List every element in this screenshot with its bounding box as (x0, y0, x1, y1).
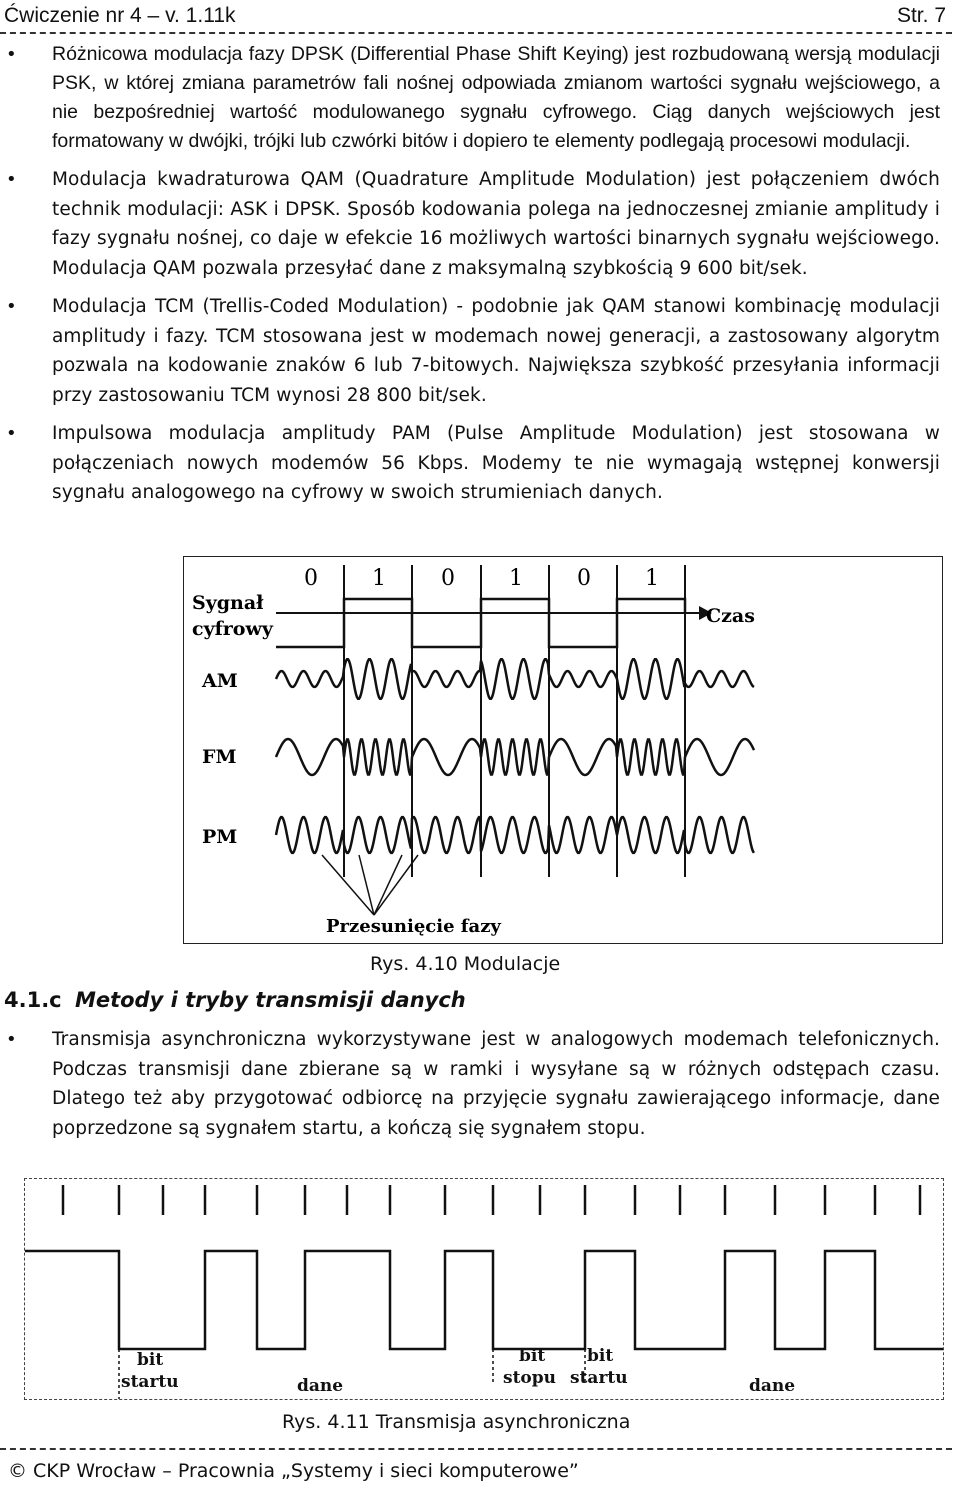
async-diagram (25, 1179, 943, 1399)
clock-ticks (63, 1185, 920, 1215)
section-number: 4.1.c (4, 988, 62, 1012)
modulation-list (0, 40, 960, 517)
page-header (0, 4, 960, 30)
list-item-text: Transmisja asynchroniczna wykorzystywane jest w analogowych modemach telefonicznych. Podczas transmisji dane zbierane są w ramki i wysyłane są w różnych odstępach czasu. Dlatego też aby przygotować odbiorcę na przyjęcie sygnału zawierającego informacje, dane poprzedzone są sygnałem startu, a kończą się sygnałem stopu. (52, 1029, 940, 1139)
phase-shift-pointers (322, 855, 418, 915)
section-heading (4, 988, 466, 1012)
list-item-text: Różnicowa modulacja fazy DPSK (Differential Phase Shift Keying) jest rozbudowaną wersją modulacji PSK, w której zmiana parametrów fali nośnej odpowiada zmianom wartości sygnału wejściowego, a nie bezpośredniej wartość modulowanego sygnału cyfrowego. Ciąg danych wejściowych jest formatowany w dwójki, trójki lub czwórki bitów i dopiero te elementy podlegają procesowi modulacji. (52, 43, 940, 152)
async-figure (24, 1178, 944, 1400)
figure-caption: Rys. 4.10 Modulacje (370, 953, 561, 975)
async-signal (25, 1251, 943, 1349)
stop-bit-label: bit (519, 1346, 546, 1366)
start-bit-label-2: bit (587, 1346, 614, 1366)
fm-wave (276, 739, 754, 775)
list-item-tcm (0, 292, 960, 410)
start-bit-label-2: startu (570, 1368, 628, 1388)
pm-wave (276, 817, 754, 853)
modulation-figure (183, 556, 943, 944)
bit-label: 0 (441, 566, 455, 591)
list-item-async (0, 1025, 960, 1143)
fm-label: FM (202, 746, 237, 768)
time-label: Czas (706, 605, 755, 627)
list-item-text: Modulacja kwadraturowa QAM (Quadrature Amplitude Modulation) jest połączeniem dwóch technik modulacji: ASK i DPSK. Sposób kodowania polega na jednoczesnej zmianie amplitudy i fazy sygnału nośnej, co daje w efekcie 16 możliwych wartości binarnych sygnału wejściowego. Modulacja QAM pozwala przesyłać dane z maksymalną szybkością 9 600 bit/sek. (52, 169, 940, 279)
bit-label: 0 (577, 566, 591, 591)
am-wave (276, 659, 754, 699)
bit-label: 1 (372, 566, 386, 591)
modulation-diagram (184, 557, 942, 943)
header-divider (0, 32, 952, 34)
am-label: AM (202, 670, 238, 692)
digital-signal-label: cyfrowy (192, 618, 273, 640)
page-number: Str. 7 (896, 4, 946, 27)
exercise-title: Ćwiczenie nr 4 – v. 1.11k (4, 4, 236, 27)
stop-bit-label: stopu (503, 1368, 557, 1388)
digital-signal-label: Sygnał (192, 592, 264, 614)
start-bit-label: bit (137, 1350, 164, 1370)
bit-label: 1 (645, 566, 659, 591)
bit-label: 0 (304, 566, 318, 591)
pm-label: PM (202, 826, 238, 848)
list-item-qam (0, 165, 960, 283)
bit-label: 1 (509, 566, 523, 591)
section-title: Metody i tryby transmisji danych (74, 988, 466, 1012)
data-label-2: dane (749, 1376, 796, 1396)
start-bit-label: startu (121, 1372, 179, 1392)
phase-shift-label: Przesunięcie fazy (326, 916, 501, 937)
list-item-dpsk (0, 40, 960, 156)
figure-caption-2: Rys. 4.11 Transmisja asynchroniczna (282, 1411, 631, 1433)
data-label: dane (297, 1376, 344, 1396)
list-item-pam (0, 419, 960, 508)
list-item-text: Impulsowa modulacja amplitudy PAM (Pulse Amplitude Modulation) jest stosowana w połączeniach nowych modemów 56 Kbps. Modemy te nie wymagają wstępnej konwersji sygnału analogowego na cyfrowy w swoich strumieniach danych. (52, 423, 940, 503)
footer-divider (0, 1448, 952, 1450)
digital-signal (276, 599, 685, 647)
page-footer: © CKP Wrocław – Pracownia „Systemy i sieci komputerowe” (8, 1460, 579, 1482)
transmission-list (0, 1025, 960, 1143)
list-item-text: Modulacja TCM (Trellis-Coded Modulation) - podobnie jak QAM stanowi kombinację modulacji amplitudy i fazy. TCM stosowana jest w modemach nowej generacji, a zastosowany algorytm pozwala na kodowanie znaków 6 lub 7-bitowych. Największa szybkość przesyłania informacji przy zastosowaniu TCM wynosi 28 800 bit/sek. (52, 296, 940, 406)
